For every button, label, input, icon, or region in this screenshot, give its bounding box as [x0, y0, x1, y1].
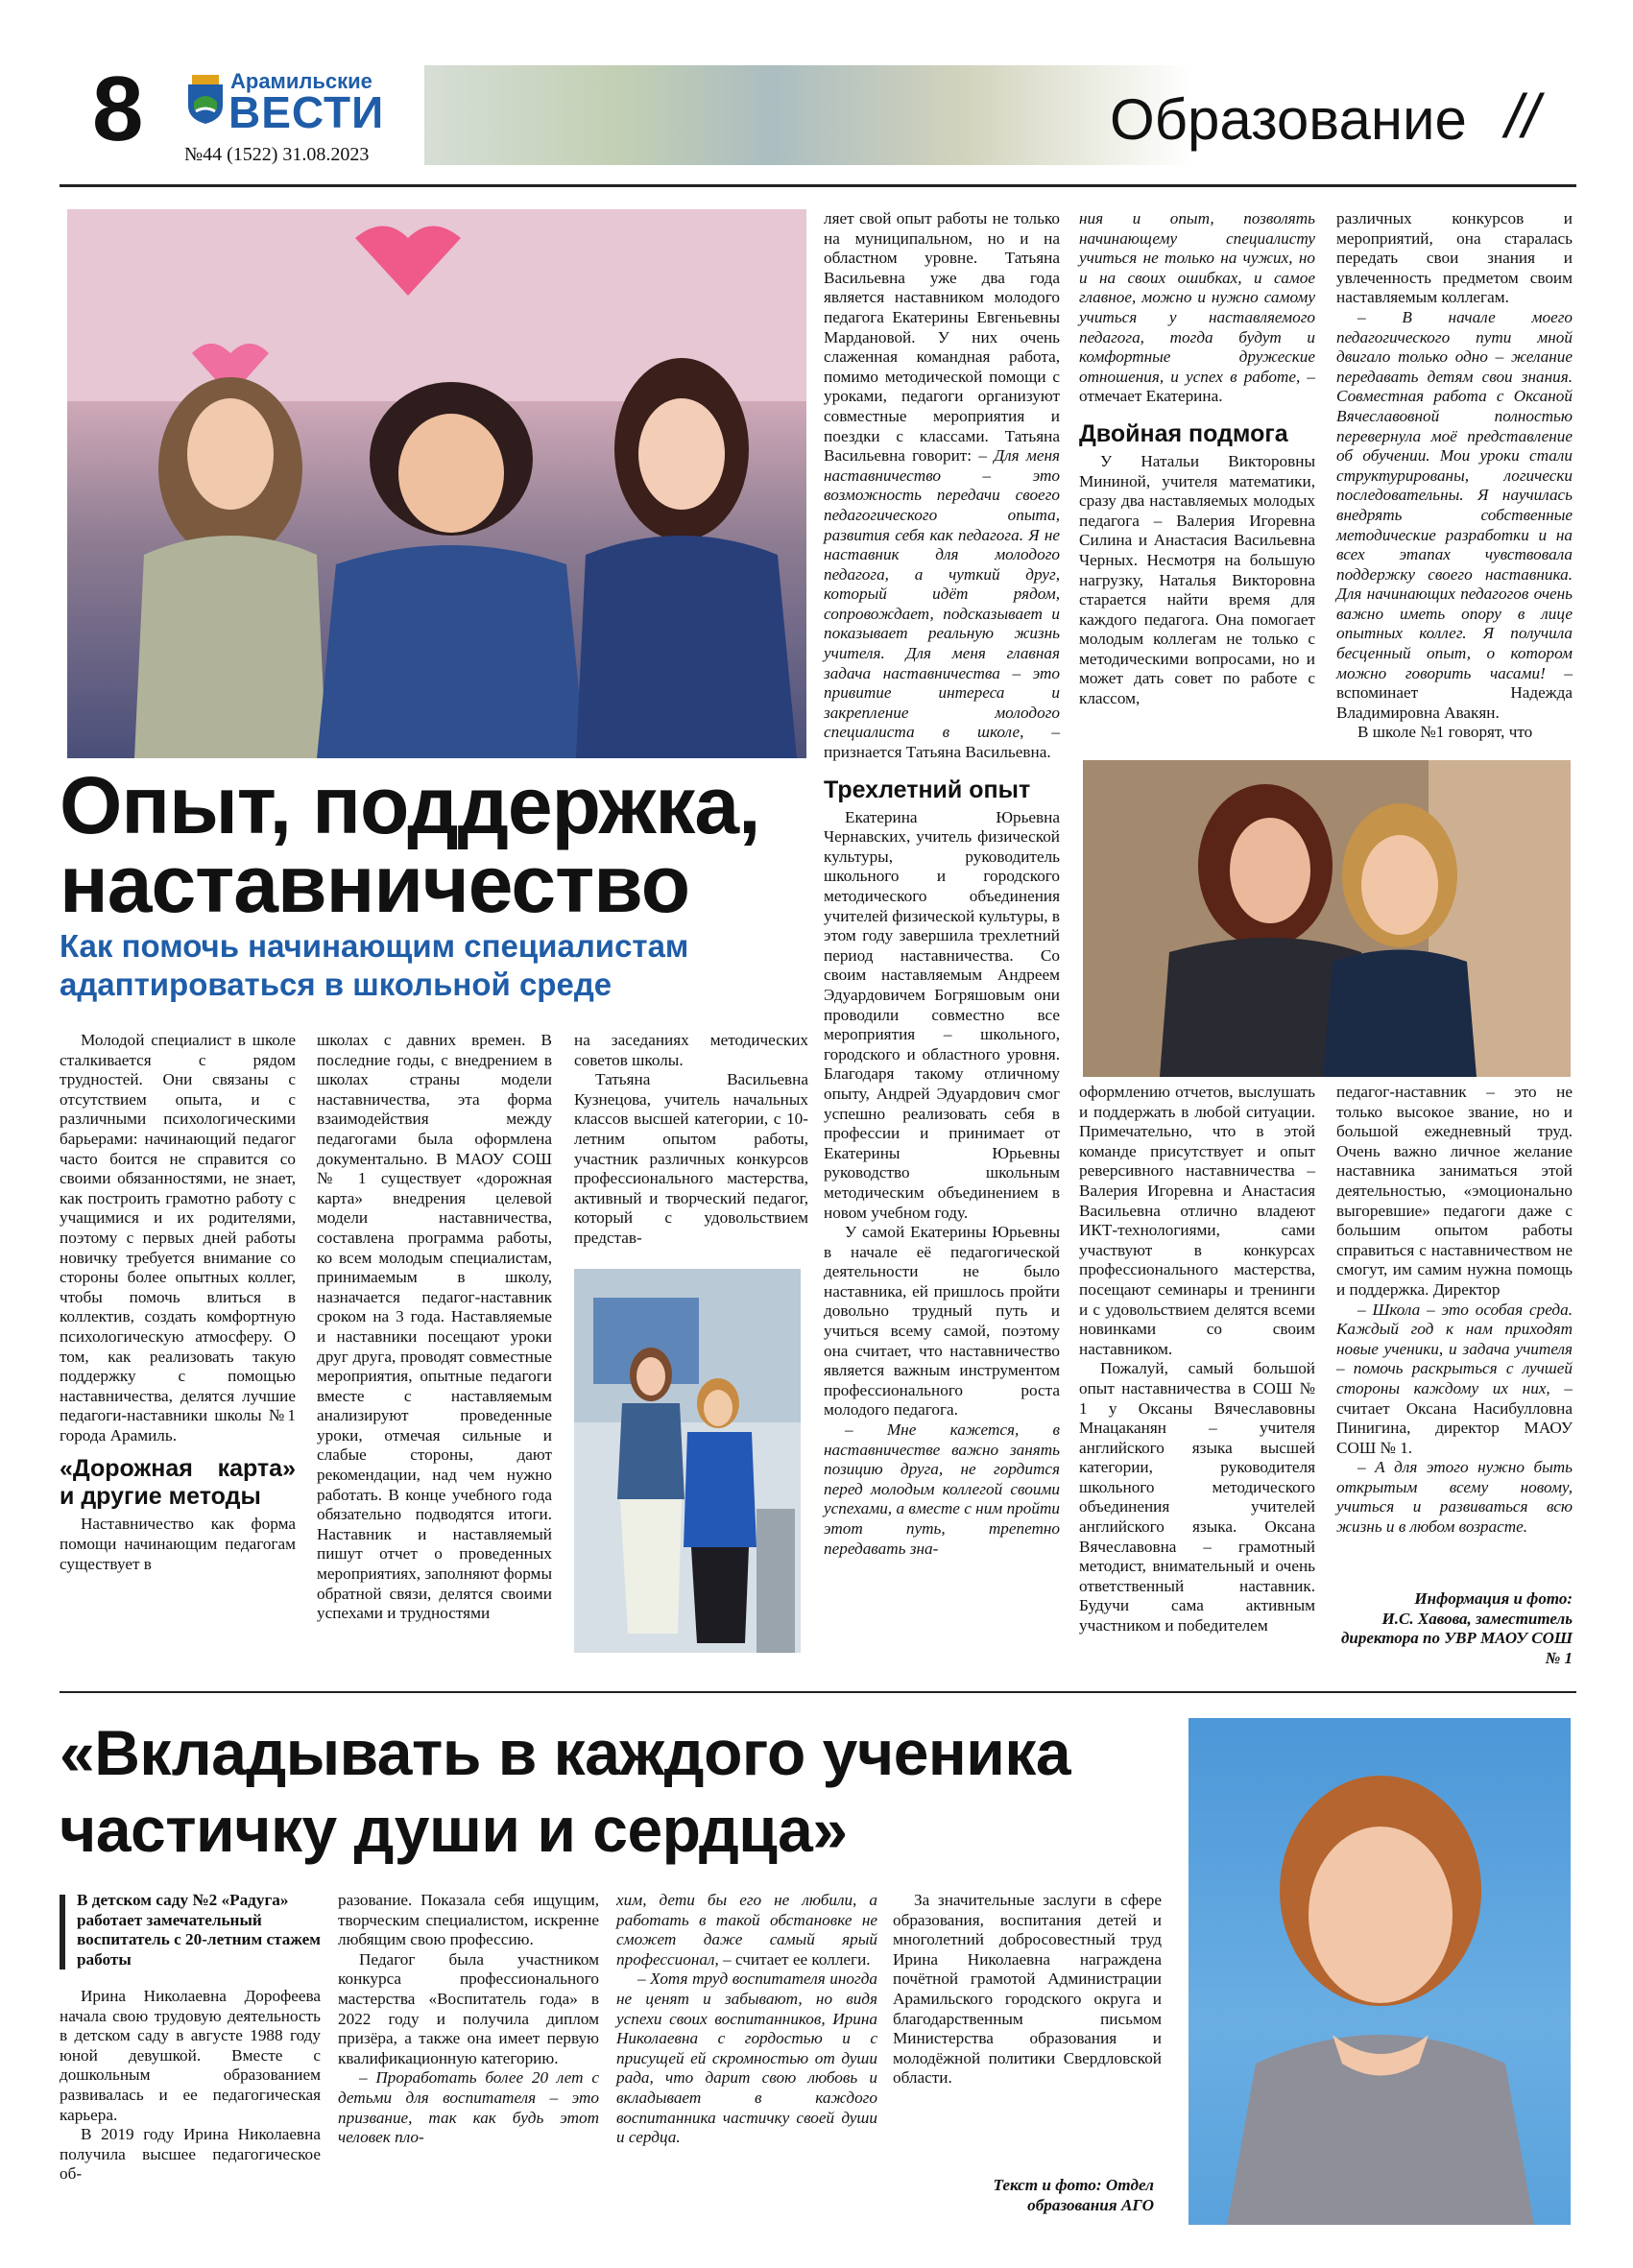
- paragraph: ния и опыт, позволять начинающему специалисту учиться не только на чужих, но и на своих ошибках, и самое главное, можно и нужно самому учиться у наставляемого педагога, тогда будут и комфортные дружеские отношения, и успех в работе, – отмечает Екатерина.: [1079, 209, 1316, 406]
- article2-col3: [616, 1891, 877, 2246]
- paragraph: Ирина Николаевна Дорофеева начала свою трудовую деятельность в детском саду в августе 1988 году юной девушкой. Вместе с дошкольным образованием развивалась и ее педагогическая карьера.: [60, 1987, 321, 2124]
- article2-lead: В детском саду №2 «Радуга» работает замечательный воспитатель с 20-летним стажем работы: [77, 1891, 321, 1969]
- credit-line1: Информация и фото:: [1414, 1589, 1573, 1608]
- paragraph: – Проработать более 20 лет с детьми для воспитателя – это призвание, так как будь этот человек пло-: [338, 2068, 599, 2147]
- headline-line1: Опыт, поддержка,: [60, 760, 760, 850]
- paragraph: Екатерина Юрьевна Чернавских, учитель физической культуры, руководитель школьного и городского методического объединения учителей физической культуры, в этом году завершила трехлетний период наставничества. Со своим наставляемым Андреем Эдуардовичем Богряшовым они проводили совместно все мероприятия – школьного, городского и областного уровня. Благодаря такому отличному опыту, Андрей Эдуардович смог успешно реализовать себя в профессии и принимает от Екатерины Юрьевны руководство школьным методическим объединением в новом учебном году.: [824, 807, 1060, 1222]
- article2-col2: [338, 1891, 599, 2246]
- two-teachers-gym-photo: [574, 1269, 801, 1653]
- header-landscape-photo: [424, 65, 1192, 165]
- logo-line2: ВЕСТИ: [228, 87, 385, 137]
- paragraph: хим, дети бы его не любили, а работать в такой обстановке не сможет даже самый ярый профессионал, – считает ее коллеги.: [616, 1891, 877, 1969]
- paragraph: – Хотя труд воспитателя иногда не ценят и забывают, но видя успехи своих воспитанников, Ирина Николаевна с гордостью и с присущей ей скромностью от души рада, что дарит свою любовь и вкладывает в каждого воспитанника частичку своей души и сердца.: [616, 1970, 877, 2147]
- paragraph: Молодой специалист в школе сталкивается с рядом трудностей. Они связаны с отсутствием опыта, и с различными психологическими барьерами: начинающий педагог часто боится не справится со своими обязанностями, не знает, как построить грамотно работу с учащимися и их родителями, поэтому с первых дней работы новичку требуется внимание со стороны более опытных коллег, чтобы помочь влиться в коллектив, создать комфортную психологическую атмосферу. О том, как реализовать такую поддержку с помощью наставничества, делятся лучшие педагоги-наставники школы №1 города Арамиль.: [60, 1031, 296, 1444]
- page-header: [60, 56, 1576, 182]
- issue-info: №44 (1522) 31.08.2023: [184, 144, 370, 165]
- article1-col6: [1336, 209, 1573, 747]
- subheading-roadmap: «Дорожная карта» и другие методы: [60, 1455, 296, 1511]
- article1-col1: [60, 1031, 296, 1655]
- paragraph: Педагог была участником конкурса профессионального мастерства «Воспитатель года» в 2022 году и получила диплом призёра, а также она имеет первую квалификационную категорию.: [338, 1949, 599, 2067]
- paragraph: ляет свой опыт работы не только на муниципальном, но и на областном уровне. Татьяна Васильевна уже два года является наставником молодого педагога Екатерины Евгеньевны Мардановой. У них очень слаженная командная работа, помимо методической помощи с уроками, педагоги организуют совместные мероприятия и поездки с классами. Татьяна Васильевна говорит: – Для меня наставничество – это возможность передачи своего педагогического опыта, развития себя как педагога. Я не наставник для молодого педагога, а чуткий друг, который идёт рядом, сопровождает, подсказывает и показывает реальную жизнь учителя. Для меня главная задача наставничества – это привитие интереса и закрепление молодого специалиста в школе, – признается Татьяна Васильевна.: [824, 209, 1060, 762]
- logo-crest-icon: [186, 73, 225, 125]
- paragraph: – В начале моего педагогического пути мной двигало только одно – желание передавать детям свои знания. Совместная работа с Оксаной Вячеславовной полностью перевернула моё представление об обучении. Мои уроки стали структурированы, логически последовательны. Я научилась внедрять собственные методические разработки и на всех этапах чувствовала поддержку своего наставника. Для начинающих педагогов очень важно иметь опору в лице опытных коллег. Я получила бесценный опыт, о котором можно говорить часами! – вспоминает Надежда Владимировна Авакян.: [1336, 307, 1573, 722]
- header-rule: [60, 184, 1576, 187]
- headline-line1: «Вкладывать в каждого ученика: [60, 1717, 1071, 1788]
- article1-col5: [1079, 209, 1315, 747]
- subheading-double-help: Двойная подмога: [1079, 419, 1288, 447]
- paragraph: Пожалуй, самый большой опыт наставничества в СОШ № 1 у Оксаны Вячеславовны Мнацаканян – учителя английского языка высшей категории, руководителя школьного методического объединения учителей английского языка. Оксана Вячеславовна – грамотный методист, внимательный и очень ответственный наставник. Будучи сама активным участником и победителем: [1079, 1359, 1315, 1635]
- section-mark: //: [1505, 82, 1540, 151]
- paragraph: – А для этого нужно быть открытым всему новому, учиться и развиваться всю жизнь и в любом возрасте.: [1336, 1458, 1573, 1537]
- article1-col4: [824, 209, 1060, 1668]
- quote: – Для меня наставничество – это возможность передачи своего педагогического опыта, развития себя как педагога. Я не наставник для молодого педагога, а чуткий друг, который идёт рядом, сопровождает, подсказывает и показывает реальную жизнь учителя. Для меня главная задача наставничества – это привитие интереса и закрепление молодого специалиста в школе,: [824, 446, 1060, 742]
- page-number: 8: [92, 58, 144, 160]
- paragraph: оформлению отчетов, выслушать и поддержать в любой ситуации. Примечательно, что в этой команде присутствует и опыт реверсивного наставничества – Валерия Игоревна и Анастасия Васильевна отлично владеют ИКТ-технологиями, сами участвуют в конкурсах профессионального мастерства, посещают семинары и тренинги и с удовольствием делятся всеми новинками со своим наставником.: [1079, 1083, 1315, 1358]
- paragraph: разование. Показала себя ищущим, творческим специалистом, искренне любящим свою профессию.: [338, 1891, 599, 1949]
- paragraph: Наставничество как форма помощи начинающим педагогам существует в: [60, 1515, 296, 1573]
- subheading-three-years: Трехлетний опыт: [824, 776, 1031, 803]
- paragraph: Татьяна Васильевна Кузнецова, учитель начальных классов высшей категории, с 10-летним опытом работы, участник различных конкурсов профессионального мастерства, активный и творческий педагог, который с удовольствием представ-: [574, 1070, 808, 1247]
- article2-headline: [60, 1714, 1173, 1868]
- article2-col4: [893, 1891, 1162, 2140]
- headline-line2: частичку души и сердца»: [60, 1794, 848, 1865]
- headline-line2: наставничество: [60, 839, 690, 929]
- teacher-portrait-photo: [1189, 1718, 1571, 2225]
- article1-col6-lower: [1336, 1083, 1573, 1582]
- article1-subheadline: Как помочь начинающим специалистам адаптироваться в школьной среде: [60, 928, 689, 1002]
- two-teachers-curtain-photo: [1083, 760, 1571, 1077]
- article1-headline: [60, 760, 818, 929]
- article1-col3: [574, 1031, 808, 1261]
- paragraph: За значительные заслуги в сфере образования, воспитания детей и многолетний добросовестный труд Ирина Николаевна награждена почётной грамотой Администрации Арамильского городского округа и благодарственным письмом Министерства образования и молодёжной политики Свердловской области.: [893, 1891, 1162, 2088]
- article1-col5-lower: [1079, 1083, 1315, 1668]
- article-divider: [60, 1691, 1576, 1693]
- article2-col1: [60, 1987, 321, 2246]
- paragraph: У Натальи Викторовны Мининой, учителя математики, сразу два наставляемых молодых педагога – Валерия Игоревна Силина и Анастасия Васильевна Черных. Несмотря на большую нагрузку, Наталья Викторовна старается найти время для каждого педагога. Она помогает молодым коллегам не только с методическими вопросами, но и может дать совет по работе с классом,: [1079, 451, 1315, 708]
- credit-line2: И.С. Хавова, заместитель директора по УВР МАОУ СОШ № 1: [1340, 1609, 1573, 1667]
- paragraph: школах с давних времен. В последние годы, с внедрением в школах страны модели наставничества, эта форма взаимодействия между педагогами была оформлена документально. В МАОУ СОШ № 1 существует «дорожная карта» внедрения целевой модели наставничества, составлена программа работы, ко всем молодым специалистам, принимаемым в школу, назначается педагог-наставник сроком на 3 года. Наставляемые и наставники посещают уроки друг друга, проводят совместные мероприятия, опытные педагоги вместе с наставляемым анализируют проведенные уроки, отмечая сильные и слабые стороны, дают рекомендации, над чем нужно работать. В конце учебного года обязательно подводятся итоги. Наставник и наставляемый пишут отчет о проведенных мероприятиях, заполняют формы обратной связи, делятся своими успехами и трудностями: [317, 1031, 552, 1623]
- paragraph: В 2019 году Ирина Николаевна получила высшее педагогическое об-: [60, 2125, 321, 2184]
- credit-line2: образования АГО: [1027, 2196, 1154, 2214]
- paragraph: различных конкурсов и мероприятий, она старалась передать свои знания и увлеченность предметом своим наставляемым коллегам.: [1336, 209, 1573, 307]
- article1-col2: [317, 1031, 552, 1655]
- logo-line1: Арамильские: [230, 69, 372, 93]
- section-title: Образование: [1110, 87, 1467, 152]
- article1-credit: [1336, 1589, 1573, 1668]
- three-teachers-photo: [67, 209, 806, 758]
- paragraph: В школе №1 говорят, что: [1357, 723, 1533, 742]
- paragraph: на заседаниях методических советов школы.: [574, 1031, 808, 1069]
- paragraph: У самой Екатерины Юрьевны в начале её педагогической деятельности не было наставника, ей пришлось пройти довольно трудный путь и учиться всему самой, поэтому она считает, что наставничество является важным инструментом профессионального роста молодого педагога.: [824, 1223, 1060, 1420]
- paragraph: – Школа – это особая среда. Каждый год к нам приходят новые ученики, и задача учителя – помочь раскрыться с лучшей стороны каждому их них, – считает Оксана Насибулловна Пинигина, директор МАОУ СОШ № 1.: [1336, 1300, 1573, 1457]
- credit-line1: Текст и фото: Отдел: [993, 2176, 1154, 2194]
- paragraph: педагог-наставник – это не только высокое звание, но и большой ежедневный труд. Очень важно личное желание наставника заниматься этой деятельностью, «эмоционально выгоревшие» педагоги даже с большим опытом работы справиться с наставничеством не смогут, им самим нужна помощь и поддержка. Директор: [1336, 1083, 1573, 1299]
- paragraph: – Мне кажется, в наставничестве важно занять позицию друга, не гордится перед молодым коллегой своими успехами, а вместе с ним пройти этот путь, трепетно передавать зна-: [824, 1420, 1060, 1558]
- article2-lead-bar: [60, 1895, 65, 1970]
- article2-credit: [893, 2175, 1154, 2215]
